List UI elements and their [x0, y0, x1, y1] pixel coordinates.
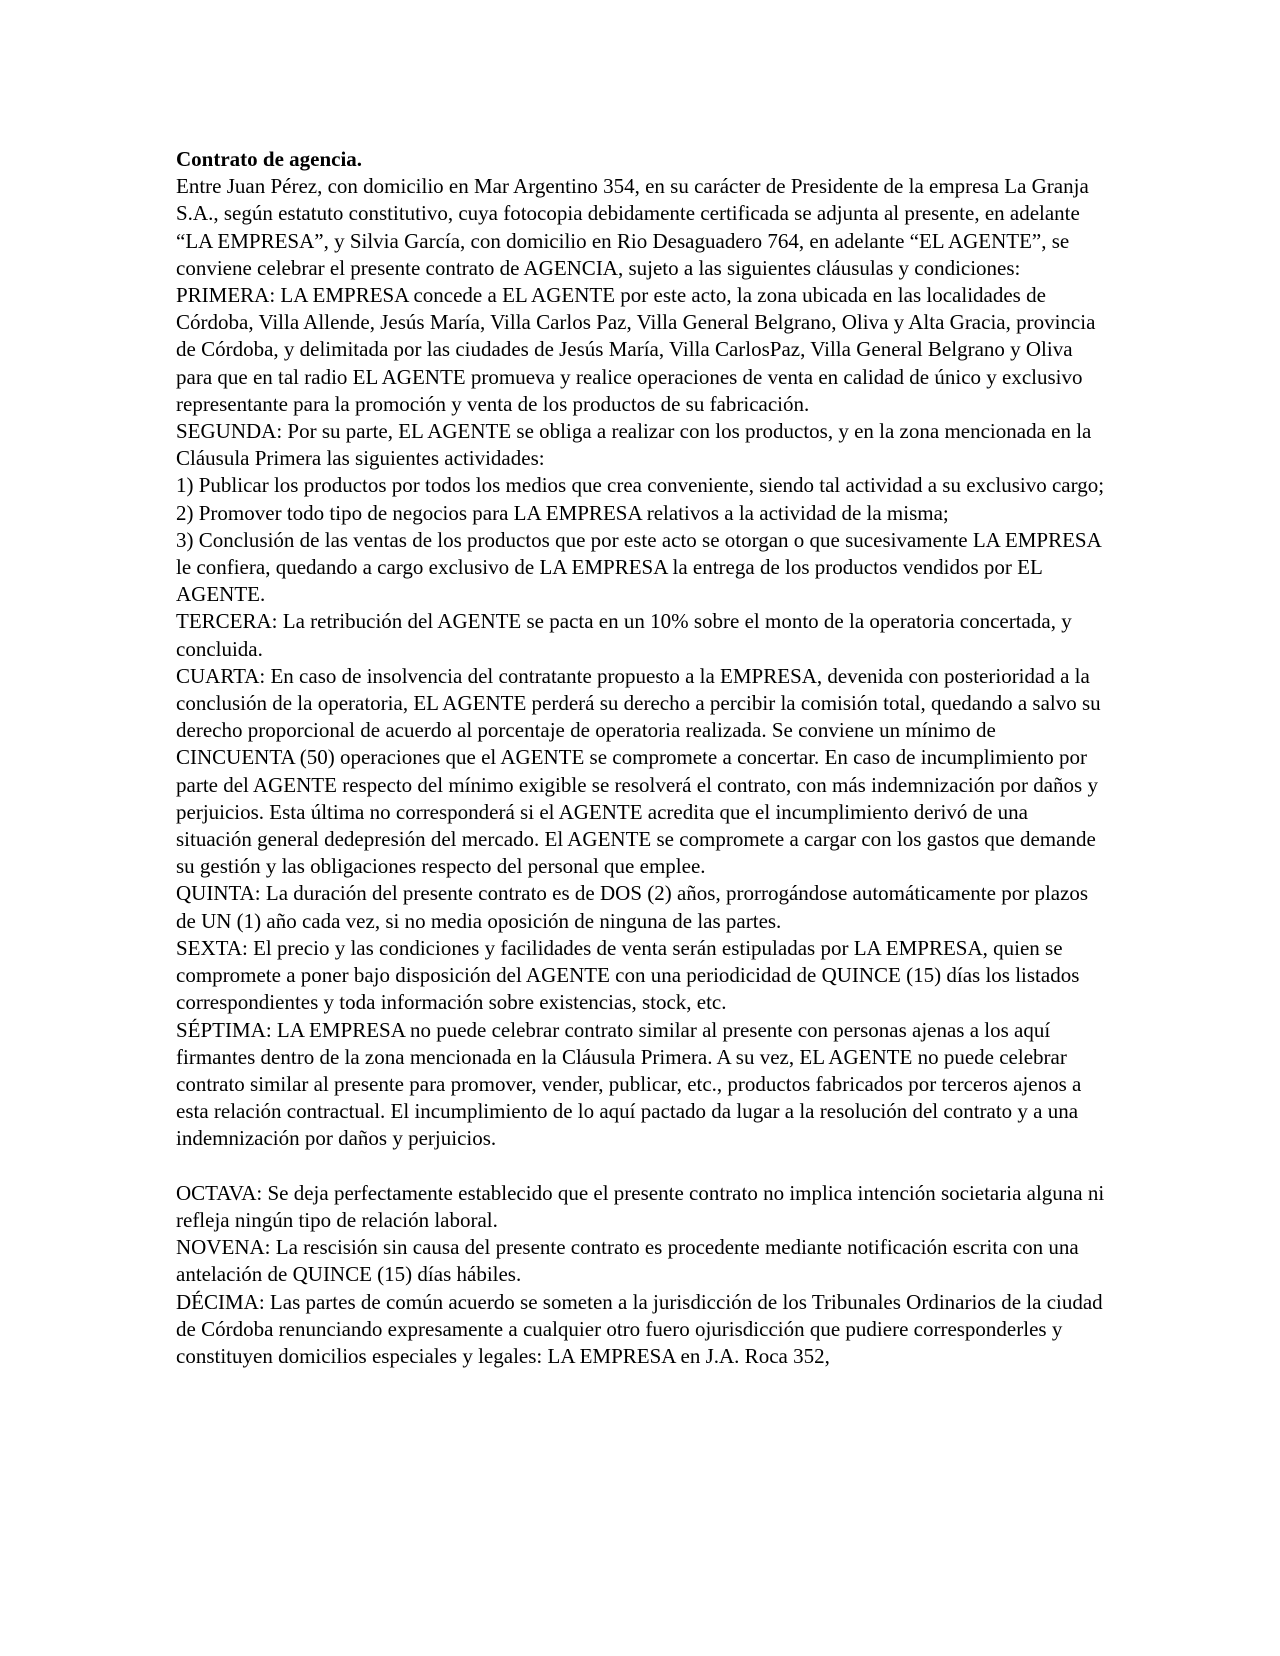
clause-septima: SÉPTIMA: LA EMPRESA no puede celebrar contrato similar al presente con personas ajenas a los aquí firmantes dentro de la zona mencionada en la Cláusula Primera. A su vez, EL AGENTE no puede celebrar contrato similar al presente para promover, vender, publicar, etc., productos fabricados por terceros ajenos a esta relación contractual. El incumplimiento de lo aquí pactado da lugar a la resolución del contrato y a una indemnización por daños y perjuicios.: [176, 1017, 1082, 1151]
document-title: Contrato de agencia.: [176, 147, 363, 171]
list-item-1: 1) Publicar los productos por todos los medios que crea conveniente, siendo tal actividad a su exclusivo cargo;: [176, 473, 1105, 498]
clause-primera: PRIMERA: LA EMPRESA concede a EL AGENTE por este acto, la zona ubicada en las localidades de Córdoba, Villa Allende, Jesús María, Villa Carlos Paz, Villa General Belgrano, Oliva y Alta Gracia, provincia de Córdoba, y delimitada por las ciudades de Jesús María, Villa CarlosPaz, Villa General Belgrano y Oliva para que en tal radio EL AGENTE promueva y realice operaciones de venta en calidad de único y exclusivo representante para la promoción y venta de los productos de su fabricación.: [176, 283, 1096, 416]
list-item-3: 3) Conclusión de las ventas de los productos que por este acto se otorgan o que sucesivamente LA EMPRESA le confiera, quedando a cargo exclusivo de LA EMPRESA la entrega de los productos vendidos por EL AGENTE.: [176, 527, 1101, 607]
clause-novena: NOVENA: La rescisión sin causa del presente contrato es procedente mediante notificación escrita con una antelación de QUINCE (15) días hábiles.: [176, 1235, 1079, 1287]
clause-tercera: TERCERA: La retribución del AGENTE se pacta en un 10% sobre el monto de la operatoria concertada, y concluida.: [176, 609, 1072, 661]
clause-quinta: QUINTA: La duración del presente contrato es de DOS (2) años, prorrogándose automáticamente por plazos de UN (1) año cada vez, si no media oposición de ninguna de las partes.: [176, 881, 1089, 933]
document-body: [176, 146, 1106, 1370]
clause-cuarta: CUARTA: En caso de insolvencia del contratante propuesto a la EMPRESA, devenida con posterioridad a la conclusión de la operatoria, EL AGENTE perderá su derecho a percibir la comisión total, quedando a salvo su derecho proporcional de acuerdo al porcentaje de operatoria realizada. Se conviene un mínimo de CINCUENTA (50) operaciones que el AGENTE se compromete a concertar. En caso de incumplimiento por parte del AGENTE respecto del mínimo exigible se resolverá el contrato, con más indemnización por daños y perjuicios. Esta última no corresponderá si el AGENTE acredita que el incumplimiento derivó de una situación general dedepresión del mercado. El AGENTE se compromete a cargar con los gastos que demande su gestión y las obligaciones respecto del personal que emplee.: [176, 663, 1101, 879]
intro-paragraph: Entre Juan Pérez, con domicilio en Mar Argentino 354, en su carácter de Presidente de la empresa La Granja S.A., según estatuto constitutivo, cuya fotocopia debidamente certificada se adjunta al presente, en adelante “LA EMPRESA”, y Silvia García, con domicilio en Rio Desaguadero 764, en adelante “EL AGENTE”, se conviene celebrar el presente contrato de AGENCIA, sujeto a las siguientes cláusulas y condiciones:: [176, 174, 1089, 280]
clause-decima: DÉCIMA: Las partes de común acuerdo se someten a la jurisdicción de los Tribunales Ordinarios de la ciudad de Córdoba renunciando expresamente a cualquier otro fuero ojurisdicción que pudiere corresponderles y constituyen domicilios especiales y legales: LA EMPRESA en J.A. Roca 352,: [176, 1289, 1103, 1368]
clause-sexta: SEXTA: El precio y las condiciones y facilidades de venta serán estipuladas por LA EMPRESA, quien se compromete a poner bajo disposición del AGENTE con una periodicidad de QUINCE (15) días los listados correspondientes y toda información sobre existencias, stock, etc.: [176, 935, 1080, 1015]
blank-line: [176, 1153, 1106, 1180]
clause-segunda: SEGUNDA: Por su parte, EL AGENTE se obliga a realizar con los productos, y en la zona mencionada en la Cláusula Primera las siguientes actividades:: [176, 419, 1092, 471]
clause-octava: OCTAVA: Se deja perfectamente establecido que el presente contrato no implica intención societaria alguna ni refleja ningún tipo de relación laboral.: [176, 1180, 1105, 1232]
list-item-2: 2) Promover todo tipo de negocios para LA EMPRESA relativos a la actividad de la misma;: [176, 500, 949, 525]
